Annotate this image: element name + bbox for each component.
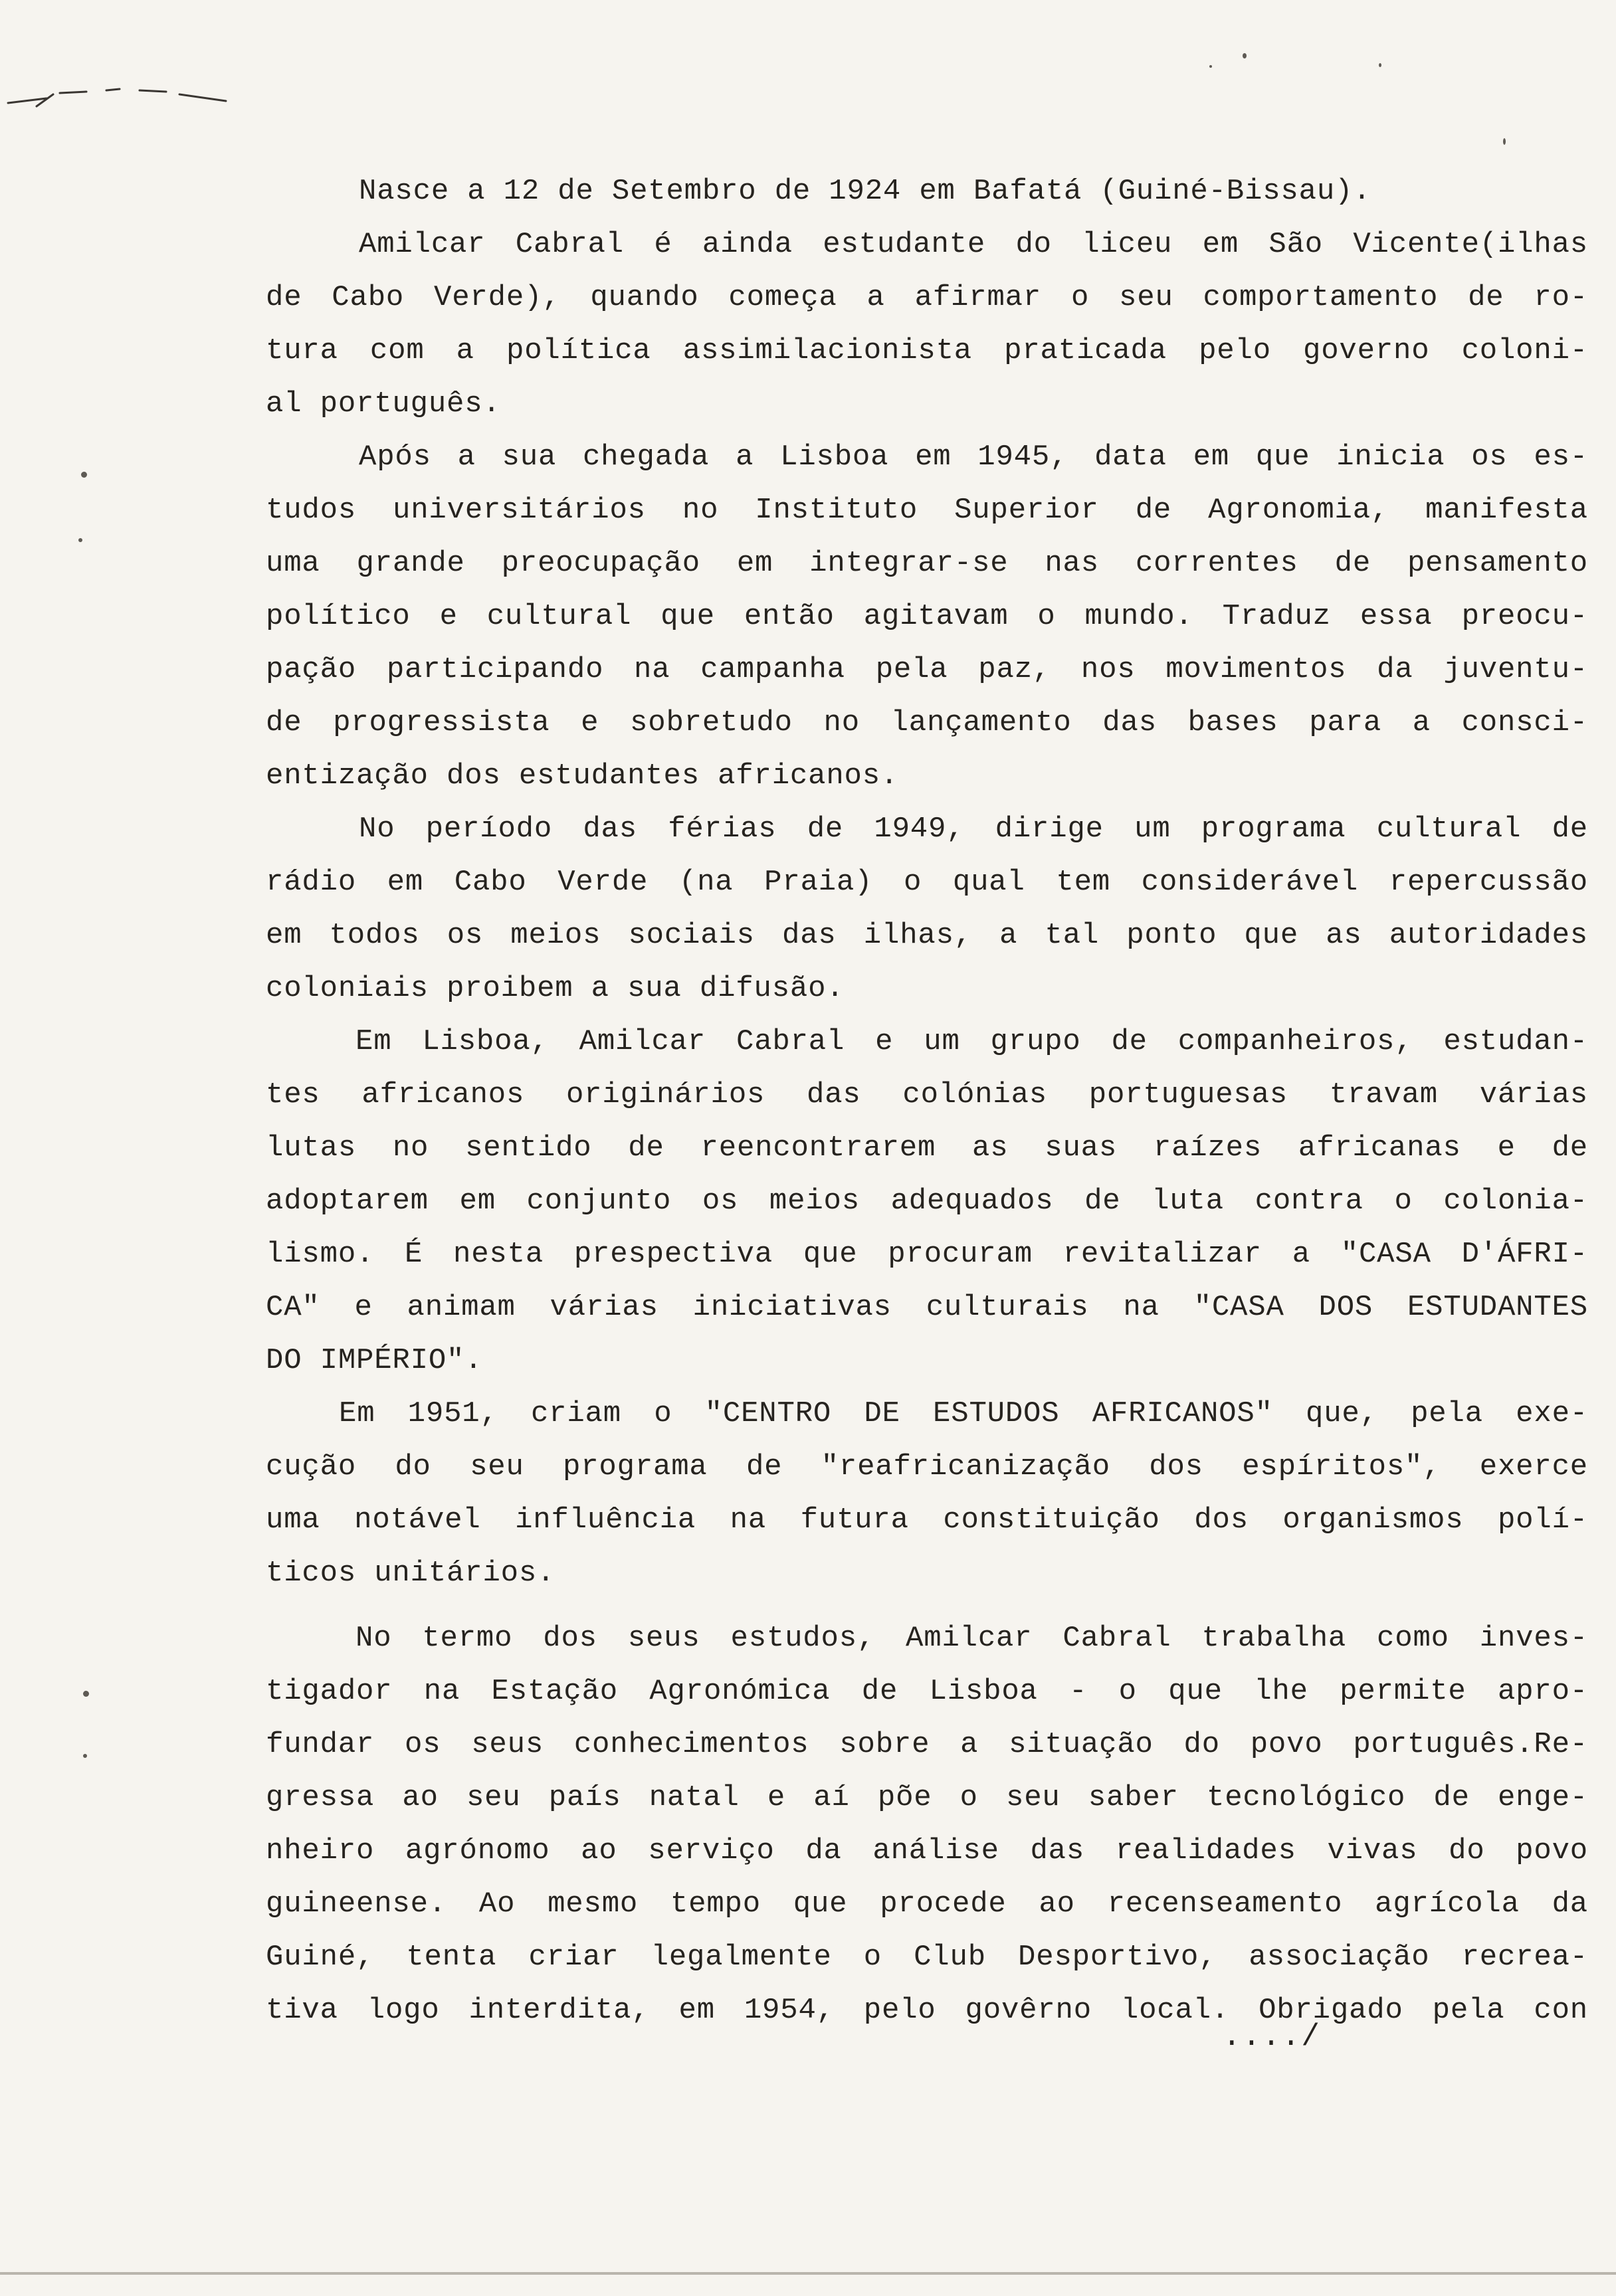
pen-smudge-mark bbox=[7, 66, 272, 113]
text-line: gressa ao seu país natal e aí põe o seu saber tecnológico de enge- bbox=[266, 1781, 1588, 1814]
text-line: No termo dos seus estudos, Amilcar Cabral trabalha como inves- bbox=[355, 1622, 1588, 1655]
text-line: adoptarem em conjunto os meios adequados de luta contra o colonia- bbox=[266, 1185, 1588, 1218]
text-line: tura com a política assimilacionista praticada pelo governo coloni- bbox=[266, 334, 1588, 367]
text-line: pação participando na campanha pela paz, nos movimentos da juventu- bbox=[266, 653, 1588, 686]
page-bottom-edge bbox=[0, 2272, 1616, 2275]
text-line: lutas no sentido de reencontrarem as suas raízes africanas e de bbox=[266, 1131, 1588, 1165]
text-line: de progressista e sobretudo no lançamento das bases para a consci- bbox=[266, 706, 1588, 739]
dust-speck bbox=[1243, 53, 1247, 58]
continuation-mark: ..../ bbox=[1223, 2020, 1322, 2054]
paragraph bbox=[266, 1387, 1588, 1600]
text-line: lismo. É nesta prespectiva que procuram revitalizar a "CASA D'ÁFRI- bbox=[266, 1238, 1588, 1271]
text-line: político e cultural que então agitavam o mundo. Traduz essa preocu- bbox=[266, 600, 1588, 633]
paragraph bbox=[266, 218, 1588, 430]
text-line: Guiné, tenta criar legalmente o Club Desportivo, associação recrea- bbox=[266, 1941, 1588, 1974]
text-line: al português. bbox=[266, 387, 501, 421]
text-line: nheiro agrónomo ao serviço da análise das realidades vivas do povo bbox=[266, 1834, 1588, 1867]
text-line: DO IMPÉRIO". bbox=[266, 1344, 483, 1377]
paragraph bbox=[266, 430, 1588, 803]
text-line: fundar os seus conhecimentos sobre a situação do povo português.Re- bbox=[266, 1728, 1588, 1761]
paragraph bbox=[266, 165, 1588, 218]
dust-speck bbox=[81, 472, 87, 478]
document-body bbox=[266, 165, 1588, 2037]
text-line: ticos unitários. bbox=[266, 1557, 556, 1590]
text-line: coloniais proibem a sua difusão. bbox=[266, 972, 845, 1005]
text-line: Nasce a 12 de Setembro de 1924 em Bafatá (Guiné-Bissau). bbox=[359, 175, 1371, 208]
dust-speck bbox=[83, 1754, 87, 1758]
text-line: rádio em Cabo Verde (na Praia) o qual tem considerável repercussão bbox=[266, 866, 1588, 899]
text-line: No período das férias de 1949, dirige um programa cultural de bbox=[359, 813, 1588, 846]
text-line: tudos universitários no Instituto Superior de Agronomia, manifesta bbox=[266, 494, 1588, 527]
text-line: uma grande preocupação em integrar-se nas correntes de pensamento bbox=[266, 547, 1588, 580]
dust-speck bbox=[1379, 63, 1381, 67]
text-line: CA" e animam várias iniciativas culturais na "CASA DOS ESTUDANTES bbox=[266, 1291, 1588, 1324]
text-line: uma notável influência na futura constituição dos organismos polí- bbox=[266, 1503, 1588, 1537]
paragraph bbox=[266, 1015, 1588, 1387]
text-line: cução do seu programa de "reafricanização dos espíritos", exerce bbox=[266, 1450, 1588, 1483]
text-line: de Cabo Verde), quando começa a afirmar o seu comportamento de ro- bbox=[266, 281, 1588, 314]
dust-speck bbox=[1209, 65, 1212, 68]
text-line: Após a sua chegada a Lisboa em 1945, data em que inicia os es- bbox=[359, 440, 1588, 474]
text-line: tiva logo interdita, em 1954, pelo govêrno local. Obrigado pela con bbox=[266, 1994, 1588, 2027]
text-line: Em 1951, criam o "CENTRO DE ESTUDOS AFRICANOS" que, pela exe- bbox=[339, 1397, 1588, 1430]
text-line: tes africanos originários das colónias portuguesas travam várias bbox=[266, 1078, 1588, 1111]
paragraph bbox=[266, 1612, 1588, 2037]
text-line: Em Lisboa, Amilcar Cabral e um grupo de companheiros, estudan- bbox=[355, 1025, 1588, 1058]
paragraph bbox=[266, 803, 1588, 1015]
text-line: guineense. Ao mesmo tempo que procede ao recenseamento agrícola da bbox=[266, 1887, 1588, 1921]
text-line: tigador na Estação Agronómica de Lisboa - o que lhe permite apro- bbox=[266, 1675, 1588, 1708]
text-line: entização dos estudantes africanos. bbox=[266, 759, 899, 793]
text-line: Amilcar Cabral é ainda estudante do liceu em São Vicente(ilhas bbox=[359, 228, 1588, 261]
dust-speck bbox=[83, 1691, 89, 1697]
text-line: em todos os meios sociais das ilhas, a tal ponto que as autoridades bbox=[266, 919, 1588, 952]
dust-speck bbox=[1503, 138, 1506, 145]
dust-speck bbox=[78, 538, 82, 542]
